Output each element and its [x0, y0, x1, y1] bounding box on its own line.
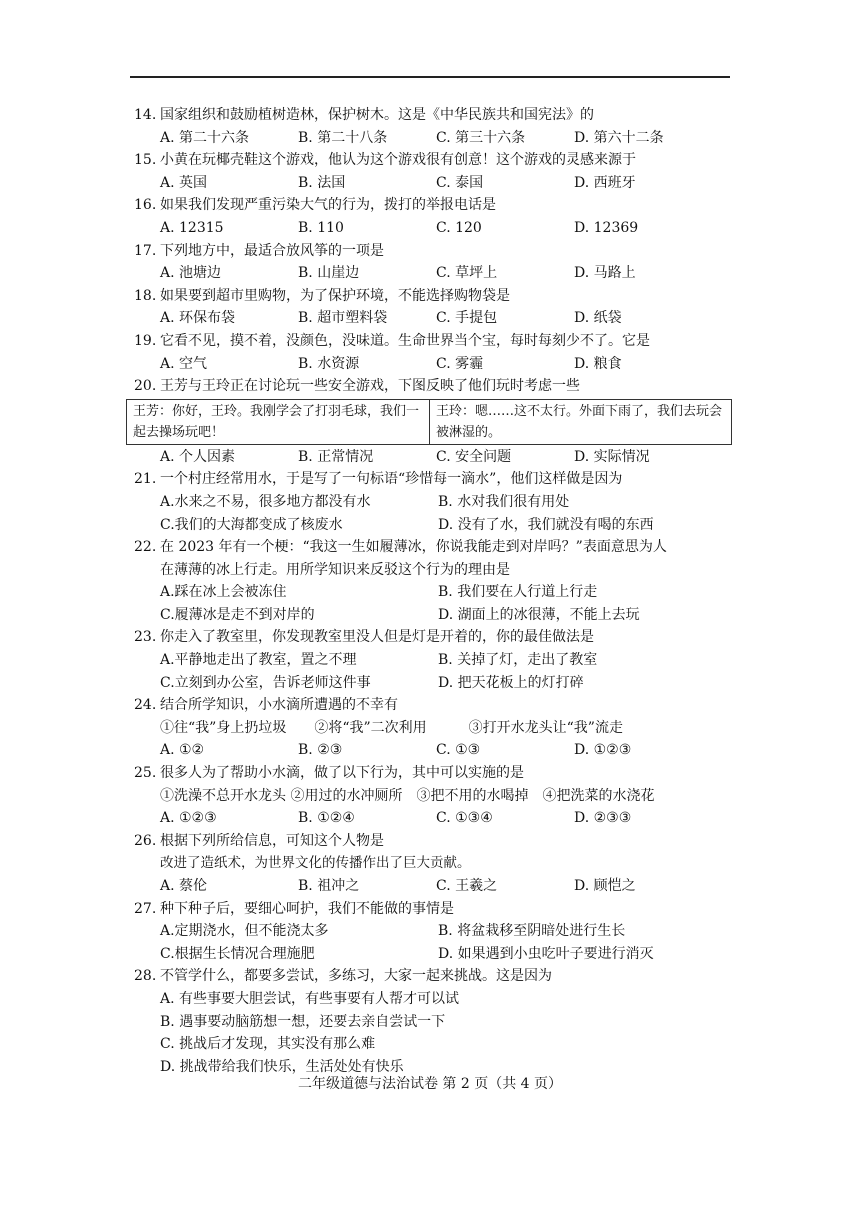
option-c: C.我们的大海都变成了核废水 — [160, 516, 343, 533]
question-number: 26. — [134, 832, 157, 849]
option-c: C. ①③ — [436, 742, 481, 759]
question-stem: 你走入了教室里，你发现教室里没人但是灯是开着的，你的最佳做法是 — [160, 629, 594, 646]
question-23 — [134, 626, 734, 694]
question-26 — [134, 830, 734, 898]
dialog-table — [126, 399, 732, 445]
option-b: B. 110 — [298, 219, 344, 236]
question-stem: 它看不见，摸不着，没颜色，没味道。生命世界当个宝，每时每刻少不了。它是 — [160, 332, 650, 349]
question-number: 24. — [134, 697, 157, 714]
option-b: B. 将盆栽移至阴暗处进行生长 — [438, 923, 626, 940]
option-a: A.水来之不易，很多地方都没有水 — [160, 493, 371, 510]
question-number: 15. — [134, 152, 157, 169]
question-number: 18. — [134, 287, 157, 304]
option-d: D. 没有了水，我们就没有喝的东西 — [438, 516, 654, 533]
option-d: D. 12369 — [574, 219, 639, 236]
option-a: A. 第二十六条 — [160, 129, 250, 146]
option-a: A.平静地走出了教室，置之不理 — [160, 652, 357, 669]
dialog-wangling: 王玲：嗯……这不太行。外面下雨了，我们去玩会被淋湿的。 — [429, 400, 731, 444]
option-d: D. 顾恺之 — [574, 878, 636, 894]
question-18 — [134, 285, 734, 330]
question-stem: 一个村庄经常用水，于是写了一句标语“珍惜每一滴水”，他们这样做是因为 — [160, 471, 623, 488]
option-b: B. 祖冲之 — [298, 878, 360, 894]
question-number: 22. — [134, 539, 157, 556]
option-c: C. 120 — [436, 219, 482, 236]
question-25 — [134, 762, 734, 830]
question-number: 20. — [134, 378, 157, 395]
question-stem: 根据下列所给信息，可知这个人物是 — [160, 832, 384, 849]
option-a: A. 有些事要大胆尝试，有些事要有人帮才可以试 — [160, 990, 460, 1007]
option-a: A. 蔡伦 — [160, 878, 208, 894]
question-stem: 在 2023 年有一个梗：“我这一生如履薄冰，你说我能走到对岸吗？”表面意思为人 — [160, 539, 667, 556]
question-number: 27. — [134, 900, 157, 917]
option-d: D. 马路上 — [574, 265, 636, 282]
option-d: D. 纸袋 — [574, 310, 622, 327]
question-stem: 下列地方中，最适合放风筝的一项是 — [160, 242, 384, 259]
option-c: C. 安全问题 — [436, 448, 512, 465]
option-c: C. 第三十六条 — [436, 129, 526, 146]
option-b: B. 水对我们很有用处 — [438, 493, 570, 510]
option-b: B. 山崖边 — [298, 265, 360, 282]
option-a: A. 池塘边 — [160, 265, 222, 282]
question-stem: 不管学什么，都要多尝试，多练习，大家一起来挑战。这是因为 — [160, 968, 552, 985]
question-stem: 种下种子后，要细心呵护，我们不能做的事情是 — [160, 900, 454, 917]
option-a: A. 英国 — [160, 174, 208, 191]
option-b: B. 第二十八条 — [298, 129, 388, 146]
dialog-wangfang: 王芳：你好，王玲。我刚学会了打羽毛球，我们一起去操场玩吧！ — [133, 403, 420, 440]
question-15 — [134, 149, 734, 194]
option-b: B. 正常情况 — [298, 448, 374, 465]
question-stem-continued: 在薄薄的冰上行走。用所学知识来反驳这个行为的理由是 — [160, 561, 510, 578]
option-d: D. 把天花板上的灯打碎 — [438, 674, 584, 691]
question-list — [134, 104, 734, 1078]
option-a: A.定期浇水，但不能浇太多 — [160, 923, 329, 940]
option-b: B. ①②④ — [298, 810, 355, 827]
question-number: 28. — [134, 968, 157, 985]
option-d: D. 挑战带给我们快乐，生活处处有快乐 — [160, 1058, 404, 1075]
option-c: C. 雾霾 — [436, 355, 484, 372]
option-a: A.踩在冰上会被冻住 — [160, 584, 287, 601]
option-d: D. ①②③ — [574, 742, 632, 759]
question-number: 16. — [134, 197, 157, 214]
option-b: B. 法国 — [298, 174, 346, 191]
option-a: A. 12315 — [160, 219, 224, 236]
top-rule — [130, 76, 730, 78]
question-number: 19. — [134, 332, 157, 349]
option-d: D. 湖面上的冰很薄，不能上去玩 — [438, 606, 640, 623]
question-number: 25. — [134, 765, 157, 782]
question-stem: 结合所学知识，小水滴所遭遇的不幸有 — [160, 697, 398, 714]
option-d: D. 西班牙 — [574, 174, 636, 191]
option-b: B. 关掉了灯，走出了教室 — [438, 652, 598, 669]
question-stem: 国家组织和鼓励植树造林，保护树木。这是《中华民族共和国宪法》的 — [160, 107, 594, 123]
option-b: B. ②③ — [298, 742, 343, 759]
question-28 — [134, 965, 734, 1078]
option-b: B. 遇事要动脑筋想一想，还要去亲自尝试一下 — [160, 1013, 446, 1030]
option-c: C.立刻到办公室，告诉老师这件事 — [160, 674, 371, 691]
question-17 — [134, 240, 734, 285]
option-c: C.履薄冰是走不到对岸的 — [160, 606, 315, 623]
option-d: D. 实际情况 — [574, 448, 650, 465]
option-d: D. 第六十二条 — [574, 129, 664, 146]
question-16 — [134, 194, 734, 239]
option-c: C. 王羲之 — [436, 878, 498, 894]
question-number: 17. — [134, 242, 157, 259]
question-22 — [134, 536, 734, 626]
option-c: C. 泰国 — [436, 174, 484, 191]
clue-text: 改进了造纸术，为世界文化的传播作出了巨大贡献。 — [160, 855, 471, 872]
question-21 — [134, 468, 734, 536]
question-14 — [134, 104, 734, 149]
question-24 — [134, 694, 734, 762]
option-b: B. 我们要在人行道上行走 — [438, 584, 598, 601]
option-a: A. 环保布袋 — [160, 310, 236, 327]
option-a: A. 空气 — [160, 355, 208, 372]
question-stem: 小黄在玩椰壳鞋这个游戏，他认为这个游戏很有创意！这个游戏的灵感来源于 — [160, 152, 636, 169]
option-a: A. ①② — [160, 742, 205, 759]
question-number: 14. — [134, 107, 157, 123]
question-number: 21. — [134, 471, 157, 488]
option-a: A. ①②③ — [160, 810, 217, 827]
option-d: D. ②③③ — [574, 810, 632, 827]
option-d: D. 如果遇到小虫吃叶子要进行消灭 — [438, 945, 654, 962]
question-items: ①往“我”身上扔垃圾 ②将“我”二次利用 ③打开水龙头让“我”流走 — [160, 719, 623, 736]
option-b: B. 水资源 — [298, 355, 360, 372]
question-27 — [134, 898, 734, 966]
option-c: C. ①③④ — [436, 810, 493, 827]
option-a: A. 个人因素 — [160, 448, 236, 465]
option-b: B. 超市塑料袋 — [298, 310, 388, 327]
option-c: C.根据生长情况合理施肥 — [160, 945, 315, 962]
question-19 — [134, 330, 734, 375]
question-stem: 王芳与王玲正在讨论玩一些安全游戏，下图反映了他们玩时考虑一些 — [160, 378, 580, 395]
question-items: ①洗澡不总开水龙头 ②用过的水冲厕所 ③把不用的水喝掉 ④把洗菜的水浇花 — [160, 787, 655, 804]
option-d: D. 粮食 — [574, 355, 622, 372]
question-stem: 如果我们发现严重污染大气的行为，拨打的举报电话是 — [160, 197, 496, 214]
option-c: C. 草坪上 — [436, 265, 498, 282]
option-c: C. 手提包 — [436, 310, 498, 327]
option-c: C. 挑战后才发现，其实没有那么难 — [160, 1036, 376, 1053]
question-stem: 很多人为了帮助小水滴，做了以下行为，其中可以实施的是 — [160, 765, 524, 782]
question-number: 23. — [134, 629, 157, 646]
page-footer: 二年级道德与法治试卷 第 2 页（共 4 页） — [297, 1076, 563, 1092]
question-stem: 如果要到超市里购物，为了保护环境，不能选择购物袋是 — [160, 287, 510, 304]
question-20 — [134, 375, 734, 468]
